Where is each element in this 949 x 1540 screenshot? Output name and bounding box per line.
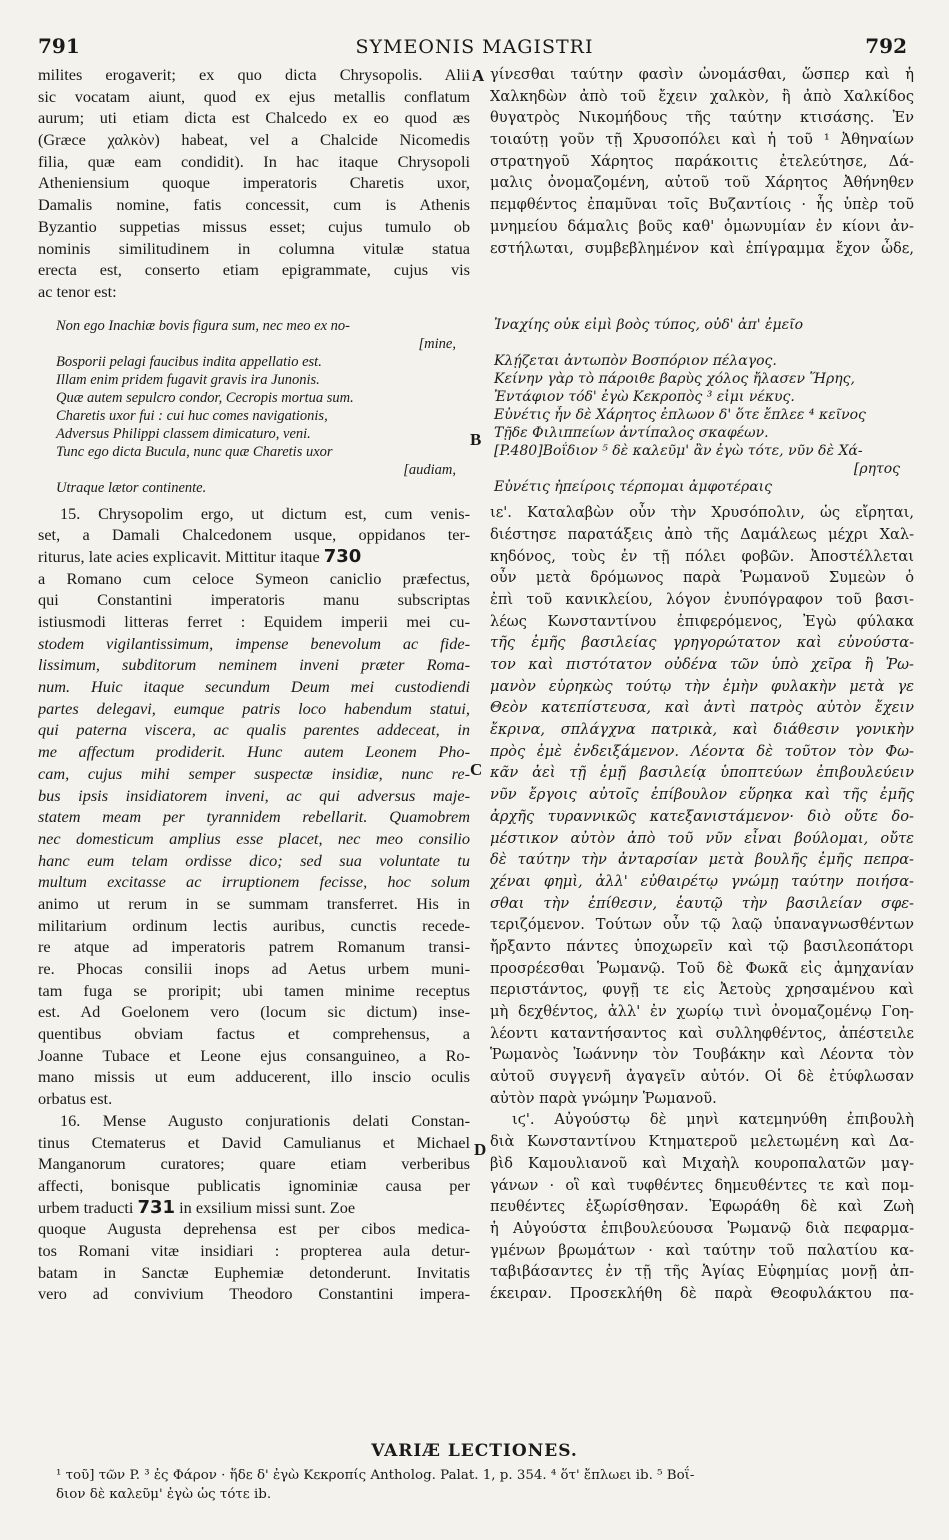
verse-line: Ἐντάφιον τόδ' ἐγὼ Κεκροπὸς ³ εἰμι νέκυς. <box>494 389 795 406</box>
latin-line: me affectum prodiderit. Hunc autem Leonem Pho- <box>38 742 470 762</box>
latin-line: est. Ad Goelonem vero (locum sic dictum) inse- <box>38 1002 470 1022</box>
latin-line: nec domesticum amplius esse placet, nec meo consilio <box>38 828 470 848</box>
latin-line <box>38 1197 470 1219</box>
verse-line: Charetis uxor fui : cui huc comes navigationis, <box>56 407 328 424</box>
greek-line: λέοντι καταντήσαντος καὶ συλληφθέντος, ἀπέστειλε <box>490 1024 914 1042</box>
latin-line: milites erogaverit; ex quo dicta Chrysopolis. Alii <box>38 65 470 84</box>
latin-line: tos Romani vitæ insidiari : propterea aula detur- <box>38 1240 470 1260</box>
verse-line: Ἰναχίης οὐκ εἰμὶ βοὸς τύπος, οὐδ' ἀπ' ἐμεῖο <box>494 317 804 334</box>
greek-line: ταβιβάσαντες ἐν τῇ τῆς Ἁγίας Εὐφημίας μονῇ ἀπ- <box>490 1263 914 1281</box>
greek-line: ἀρχῆς τυραννικῶς κατεξανιστάμενον· διὸ οὔτε δο- <box>490 807 914 825</box>
verse-line: [audiam, <box>403 461 456 478</box>
greek-line: έκειραν. Προσεκλήθη δὲ παρὰ Θεοφυλάκτου πα- <box>490 1284 914 1302</box>
latin-text: urbem traducti <box>38 1197 134 1217</box>
verse-line: Εὐνέτις ἦν δὲ Χάρητος ἐπλωον δ' ὅτε ἔπλεε ⁴ κεῖνος <box>494 407 866 424</box>
latin-line: Damalis nomine, fatis concessit, cum is Athenis <box>38 195 470 215</box>
latin-line: partes delegavi, eumque patris loco habendum statui, <box>38 698 470 718</box>
greek-column <box>490 64 914 1305</box>
latin-line: (Græce χαλκὸν) habeat, vel a Chalcide Nicomedis <box>38 130 470 150</box>
latin-line: ac tenor est: <box>38 281 117 301</box>
greek-line: ἡ Αὐγούστα ἐπιβουλεύουσα Ῥωμανῷ διὰ πεφαρμα- <box>490 1219 914 1237</box>
greek-line: Θεὸν κατεπίστευσα, καὶ ἀντὶ πατρὸς αὐτὸν ἔχειν <box>490 699 914 717</box>
note-line: ¹ τοῦ] τῶν P. ³ ἐς Φάρον · ἥδε δ' ἐγὼ Κεκροπίς Antholog. Palat. 1, p. 354. ⁴ ὅτ' ἔπλωει ib. ⁵ Βοΐ- <box>56 1468 695 1483</box>
latin-line: Manganorum curatores; quare etiam verberibus <box>38 1154 470 1174</box>
greek-line: γάνων · οἳ καὶ τυφθέντες δημευθέντες τε καὶ πομ- <box>490 1176 914 1194</box>
latin-line <box>38 546 470 568</box>
greek-line: ἔκρινα, σπλάγχνα πατρικὰ, καὶ διάθεσιν γονικὴν <box>490 721 914 739</box>
latin-line: Atheniensium quoque imperatoris Charetis uxor, <box>38 173 470 193</box>
greek-line: στρατηγοῦ Χάρητος παράκοιτις ἐτελεύτησε, Δά- <box>490 152 914 170</box>
greek-line: ιϛ'. Αὐγούστῳ δὲ μηνὶ κατεμηνύθη ἐπιβουλὴ <box>512 1111 914 1129</box>
verse-line: Bosporii pelagi faucibus indita appellatio est. <box>56 353 322 370</box>
greek-line: σθαι τὴν ἐπίθεσιν, ἑαυτῷ τὴν βασιλείαν σφε- <box>490 894 914 912</box>
greek-line: αὐτοῦ συγγενῆ ἀγαγεῖν αὐτόν. Οἱ δὲ ἐτύφλωσαν <box>490 1068 914 1086</box>
latin-line: qui paterna viscera, ac qualis parentes addeceat, in <box>38 720 470 740</box>
variae-lectiones-heading: VARIÆ LECTIONES. <box>371 1441 578 1461</box>
greek-line: κᾶν ἀεὶ τῇ ἐμῇ βασιλείᾳ ὑποπτεύων ἐπιβουλεύειν <box>490 764 914 782</box>
greek-line: νῦν ἔργοις αὐτοῖς ἐπίβουλον εὕρηκα καὶ τῆς ἐμῆς <box>490 786 914 804</box>
verse-line: [ρητος <box>853 461 900 478</box>
greek-line: διέστησε παρατάξεις ἀπὸ τῆς Δαμάλεως μέχρι Χαλ- <box>490 525 914 543</box>
verse-line: Τῇδε Φιλιππείων ἀντίπαλος σκαφέων. <box>494 425 769 442</box>
verse-line: [P.480]Βοΐδιον ⁵ δὲ καλεῦμ' ἂν ἐγὼ τότε, νῦν δὲ Χά- <box>494 443 863 460</box>
running-title: SYMEONIS MAGISTRI <box>355 36 594 58</box>
latin-line: animo ut rerum in se summam transferret. His in <box>38 893 470 913</box>
latin-line: batam in Sanctæ Euphemiæ detonderunt. Invitatis <box>38 1262 470 1282</box>
latin-line: erecta est, conserto etiam epigrammate, cujus vis <box>38 260 470 280</box>
latin-line: 16. Mense Augusto conjurationis delati Constan- <box>60 1110 470 1130</box>
greek-line: βὶδ Καμουλιανοῦ καὶ Μιχαὴλ κουροπαλατῶν μαγ- <box>490 1154 914 1172</box>
latin-line: tam fuga se proripit; ubi tamen minime receptus <box>38 980 470 1000</box>
greek-line: περιστάντος, φυγῇ τε εἰς Ἀετοὺς χρησαμένου καὶ <box>490 981 914 999</box>
latin-line: Byzantio suppetias missus esset; cujus tumulo ob <box>38 216 470 236</box>
verse-line: Κείνην γὰρ τὸ πάροιθε βαρὺς χόλος ἤλασεν Ἥρης, <box>494 371 855 388</box>
latin-line: multum excitasse ac irruptionem fecisse, hoc solum <box>38 872 470 892</box>
latin-epigram <box>38 317 470 497</box>
greek-line: ιε'. Καταλαβὼν οὖν τὴν Χρυσόπολιν, ὡς εἴρηται, <box>490 504 914 522</box>
margin-number: 730 <box>323 545 362 567</box>
latin-text: in exsilium missi sunt. Zoe <box>179 1197 356 1217</box>
greek-line: αὐτὸν παρὰ γνώμην Ῥωμανοῦ. <box>490 1089 717 1107</box>
note-line: διον δὲ καλεῦμ' ἐγὼ ὡς τότε ib. <box>56 1487 272 1502</box>
greek-line: πεμφθέντος ἐπαμῦναι τοῖς Βυζαντίοις · ἧς ὑπὲρ τοῦ <box>490 196 914 214</box>
latin-line: orbatus est. <box>38 1089 113 1109</box>
latin-line: tinus Ctematerus et David Camulianus et Michael <box>38 1132 470 1152</box>
latin-line: re. Phocas consilii inops ad Aetus urbem muni- <box>38 959 470 978</box>
greek-line: γμένων βρωμάτων · καὶ ταύτην τοῦ παλατίου κα- <box>490 1241 914 1259</box>
greek-line: εστήλωται, συμβεβλημένον καὶ ἐπίγραμμα ἔχον ὧδε, <box>490 239 914 257</box>
greek-line: τεριζόμενον. Τούτων οὖν τῷ λαῷ ὑπαναγνωσθέντων <box>490 916 914 934</box>
greek-line: τον καὶ πιστότατον οὐδένα τῶν ὑπὸ χεῖρα ἢ Ῥω- <box>490 656 914 673</box>
greek-line: λέως Κωνσταντίνου ἐπιφερόμενος, Ἐγὼ φύλακα <box>490 612 914 630</box>
greek-line: πρὸς ἐμὲ ἐνδειξάμενον. Λέοντα δὲ τοῦτον τὸν Φω- <box>490 742 914 760</box>
page-number-left: 791 <box>38 34 80 58</box>
variae-lectiones-notes <box>56 1466 916 1504</box>
verse-line: Tunc ego dicta Bucula, nunc quæ Charetis uxor <box>56 443 333 460</box>
latin-line: quoque Augusta deprehensa est per cibos medica- <box>38 1219 470 1239</box>
verse-line: Quæ autem sepulcro condor, Cecropis mortua sum. <box>56 389 354 406</box>
greek-line: μὴ δεχθέντος, ἀλλ' ἐν χωρίῳ τινὶ ὀνομαζομένῳ Γοη- <box>490 1003 914 1020</box>
greek-line: μέστικον αὐτὸν ἀπὸ τοῦ νῦν εἶναι βούλομαι, οὔτε <box>490 829 914 847</box>
latin-line: istiusmodi litteras ferret : Equidem imperii mei cu- <box>38 612 470 631</box>
latin-line: nominis similitudinem in columna vitulæ statua <box>38 238 470 258</box>
greek-line: ἐπὶ τοῦ κανικλείου, λόγον ἐνυπόγραφον τοῦ βασι- <box>490 590 914 608</box>
latin-line: militarium ordinum lectis auribus, cunctis recede- <box>38 915 470 935</box>
latin-line: statem meam per tyrannidem rebellarit. Quamobrem <box>38 807 470 827</box>
latin-line: vero ad convivium Theodoro Constantini impera- <box>38 1284 470 1304</box>
latin-line: sic vocatam aiunt, quod ex ejus metallis conflatum <box>38 86 470 106</box>
greek-line: προσρέεσθαι Ῥωμανῷ. Τοῦ δὲ Φωκᾶ εἰς ἀμηχανίαν <box>490 959 914 977</box>
margin-letter-a: A <box>472 66 485 85</box>
latin-line: stodem vigilantissimum, impense benevolum ac fide- <box>38 633 470 653</box>
latin-line: cam, cujus mihi semper suspectæ insidiæ, nunc re- <box>38 763 470 783</box>
greek-line: μανὸν εὑρηκὼς τούτῳ τὴν ἐμὴν φυλακὴν μετὰ γε <box>490 677 914 695</box>
greek-line: γίνεσθαι ταύτην φασὶν ὠνομάσθαι, ὥσπερ καὶ ἡ <box>490 66 914 83</box>
latin-column <box>38 64 470 1305</box>
verse-line: Adversus Philippi classem dimicaturo, veni. <box>56 425 311 442</box>
verse-line: [mine, <box>418 335 456 352</box>
latin-line: 15. Chrysopolim ergo, ut dictum est, cum venis- <box>60 503 470 523</box>
latin-line: aurum; uti etiam dicta est Chalcedo ex eo quod æs <box>38 108 470 128</box>
greek-line: τῆς ἐμῆς βασιλείας γρηγορώτατον καὶ εὐνούστα- <box>490 634 914 652</box>
latin-text: riturus, late acies explicavit. Mittitur itaque <box>38 546 320 566</box>
latin-line: affecti, bonisque publicatis ignominiæ causa per <box>38 1175 470 1195</box>
latin-line: Joanne Tubace et Leone ejus consanguineo, a Ro- <box>38 1045 470 1065</box>
greek-line: Ῥωμανὸς Ἰωάννην τὸν Τουβάκην καὶ Λέοντα τὸν <box>490 1046 914 1064</box>
verse-line: Utraque lætor continente. <box>56 479 207 496</box>
greek-line: θυγατρὸς Νικομήδους τῆς ταύτην κτισάσης. Ἐν <box>490 109 914 127</box>
page-number-right: 792 <box>865 34 907 58</box>
latin-line: mano missis ut eum adducerent, illo inscio oculis <box>38 1067 470 1087</box>
greek-line: οὖν μετὰ δρόμωνος παρὰ Ῥωμανοῦ Συμεὼν ὁ <box>490 569 914 587</box>
greek-line: διὰ Κωνσταντίνου Κτηματεροῦ μελετωμένη καὶ Δα- <box>490 1133 914 1151</box>
latin-line: qui Constantini imperatoris manu subscriptas <box>38 590 470 610</box>
latin-line: re atque ad imperatoris patrem Romanum transi- <box>38 937 470 957</box>
latin-line: set, a Damali Chalcedonem usque, oppidanos ter- <box>38 525 470 545</box>
verse-line: Κλῄζεται ἀντωπὸν Βοσπόριον πέλαγος. <box>494 353 777 370</box>
greek-line: πευθέντες ἐξωρίσθησαν. Ἐφωράθη δὲ καὶ Ζωὴ <box>490 1198 914 1216</box>
greek-line: μαλις ὀνομαζομένη, αὐτοῦ τοῦ Χάρητος Ἀθήνηθεν <box>490 174 914 192</box>
latin-line: bus ipsis insidiatorem inveni, ac qui adversus maje- <box>38 785 470 805</box>
greek-line: τοιαύτῃ γοῦν τῇ Χρυσοπόλει καὶ ἡ τοῦ ¹ Ἀθηναίων <box>490 131 914 149</box>
margin-letter-b: B <box>470 430 482 449</box>
page-header <box>0 34 949 64</box>
greek-line: μνημείου δάμαλις βοῦς καθ' ὁμωνυμίαν ἐν κίονι ἀν- <box>490 217 914 235</box>
verse-line: Εὐνέτις ἠπείροις τέρπομαι ἀμφοτέραις <box>494 479 772 496</box>
verse-line: Non ego Inachiæ bovis figura sum, nec meo ex no- <box>56 317 350 334</box>
latin-line: hanc eum telam ordisse dico; sed sua voluntate tu <box>38 850 470 870</box>
greek-line: χέναι φημὶ, ἀλλ' εὐθαιρέτῳ γνώμῃ ταύτην ποιήσα- <box>490 872 914 890</box>
verse-line: Illam enim pridem fugavit gravis ira Junonis. <box>56 371 320 388</box>
greek-line: ἤρξαντο πάντες ὑποχωρεῖν καὶ τῷ βασιλεοπάτορι <box>490 937 914 955</box>
latin-line: a Romano cum celoce Symeon caniclio præfectus, <box>38 568 470 588</box>
greek-epigram <box>490 316 914 496</box>
greek-line: κηδόνος, τοὺς ἐν τῇ πόλει φοβῶν. Ἀποστέλλεται <box>490 547 914 565</box>
latin-line: lissimum, subditorum neminem inveni præter Roma- <box>38 655 470 675</box>
greek-line: δὲ ταύτην τὴν ἀνταρσίαν μετὰ βουλῆς ἐμῆς πεπρα- <box>490 851 914 869</box>
latin-line: num. Huic itaque secundum Deum mei custodiendi <box>38 677 470 697</box>
latin-line: quentibus obviam factus et comprehensus, a <box>38 1024 470 1044</box>
greek-line: Χαλκηδὼν ἀπὸ τοῦ ἔχειν χαλκὸν, ἢ ἀπὸ Χαλκίδος <box>490 87 914 105</box>
margin-letter-d: D <box>474 1140 487 1159</box>
margin-number: 731 <box>137 1196 176 1218</box>
latin-line: filia, quæ eam condidit). In hac itaque Chrysopoli <box>38 151 470 171</box>
margin-letter-c: C <box>470 760 483 779</box>
